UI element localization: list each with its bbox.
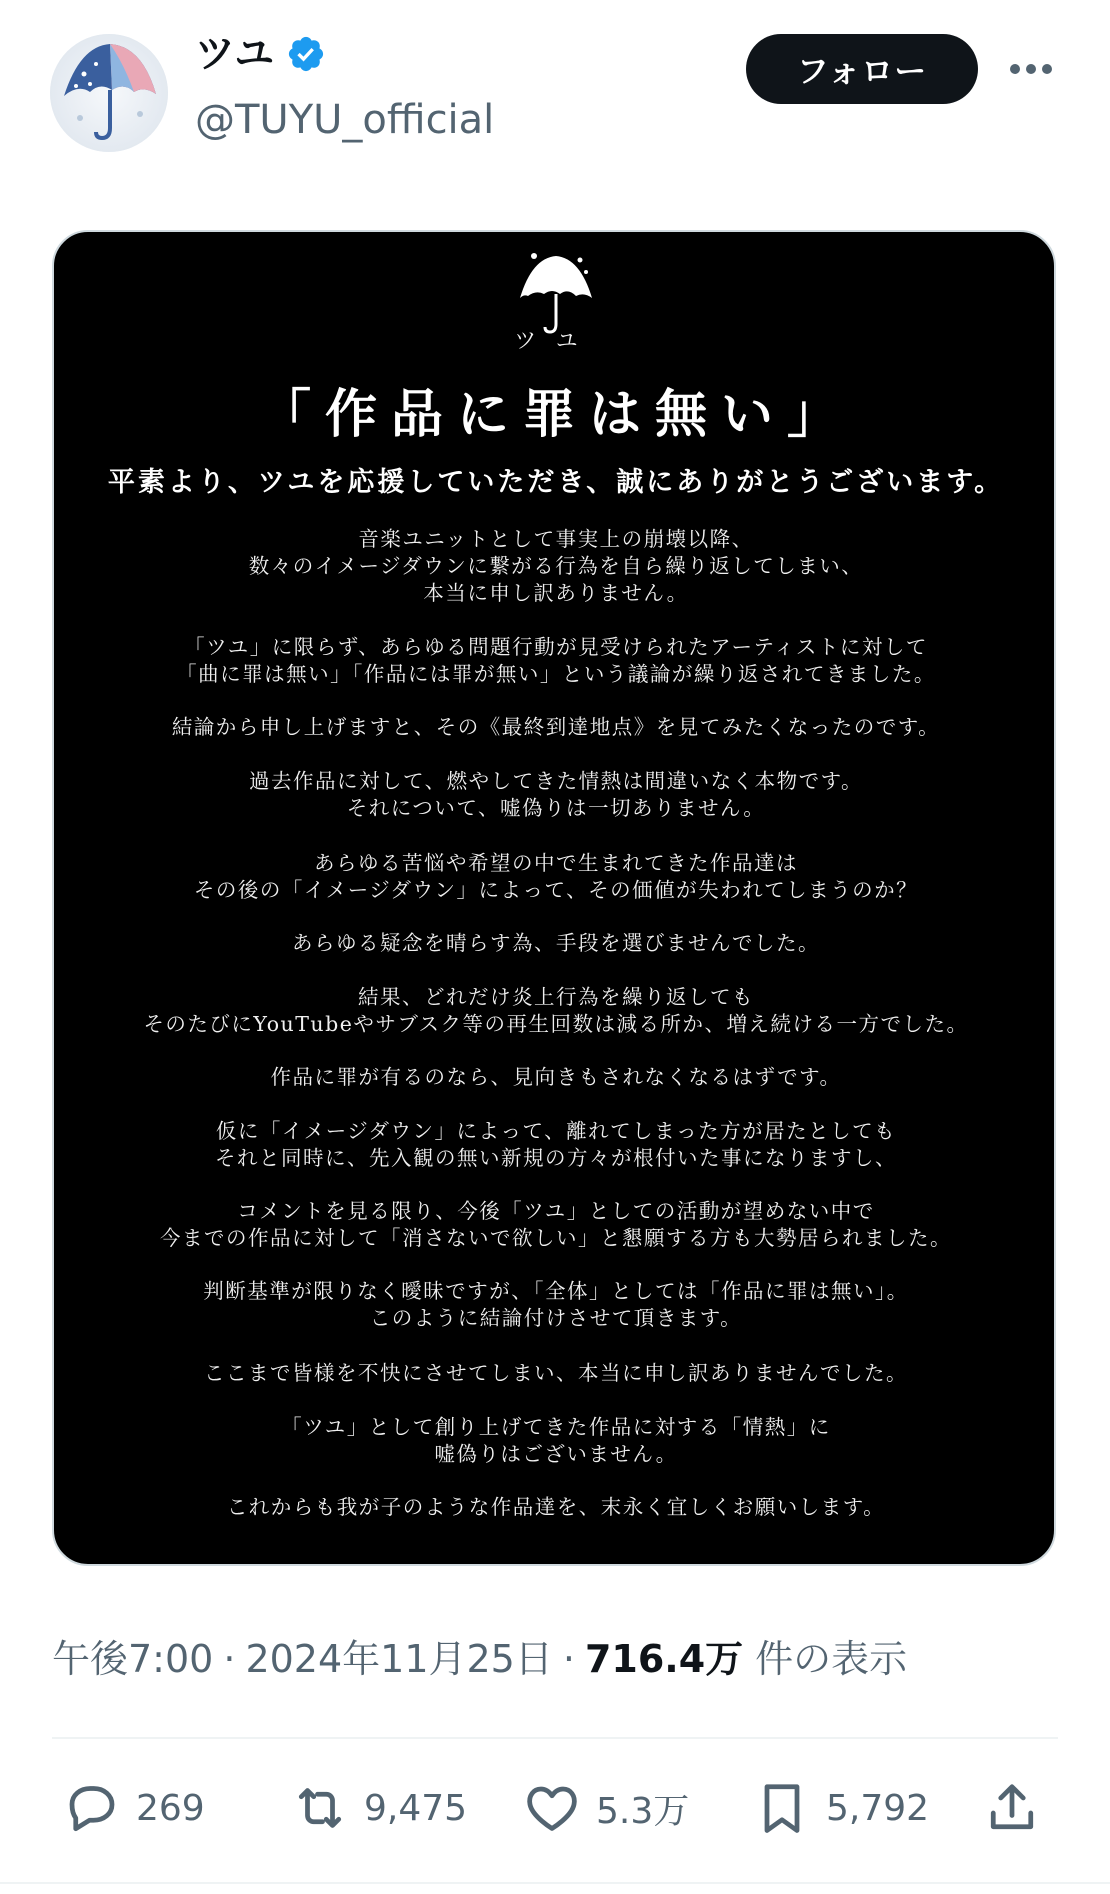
statement-line: これからも我が子のような作品達を、末永く宜しくお願いします。 [226,1495,886,1519]
verified-badge-icon [286,34,326,74]
display-name[interactable]: ツユ [195,31,275,77]
divider [52,1737,1058,1739]
umbrella-avatar-icon [50,34,168,152]
follow-button[interactable]: フォロー [746,34,978,104]
action-bar [0,1768,1110,1848]
tweet-time[interactable]: 午後7:00 [52,1637,214,1681]
statement-line: そのたびにYouTubeやサブスク等の再生回数は減る所か、増え続ける一方でした。 [143,1012,969,1036]
reply-count: 269 [136,1787,205,1829]
statement-title: 「作品に罪は無い」 [258,384,853,445]
statement-line: 結論から申し上げますと、その《最終到達地点》を見てみたくなったのです。 [171,715,941,739]
statement-paragraph [54,714,1056,741]
statement-paragraph [54,634,1056,688]
statement-line: 「曲に罪は無い」「作品には罪が無い」という議論が繰り返されてきました。 [176,662,936,686]
statement-line: あらゆる疑念を晴らす為、手段を選びませんでした。 [292,931,820,955]
statement-line: 今までの作品に対して「消さないで欲しい」と懇願する方も大勢居られました。 [160,1226,952,1250]
logo-text: ツユ [514,329,598,354]
statement-line: 嘘偽りはございません。 [434,1442,678,1466]
statement-paragraph [54,1198,1056,1252]
statement-line: 音楽ユニットとして事実上の崩壊以降、 [358,527,754,551]
share-button[interactable] [982,1768,1042,1848]
more-dots-icon [1008,62,1054,76]
repost-count: 9,475 [364,1787,468,1829]
statement-greeting: 平素より、ツユを応援していただき、誠にありがとうございます。 [107,467,1005,498]
statement-paragraph [54,1360,1056,1387]
view-count[interactable]: 716.4万 [584,1637,744,1681]
bookmark-icon [752,1778,812,1838]
statement-line: それについて、嘘偽りは一切ありません。 [346,796,766,820]
repost-button[interactable] [290,1768,467,1848]
divider [0,1882,1110,1884]
share-icon [982,1778,1042,1838]
statement-line: 判断基準が限りなく曖昧ですが、「全体」としては「作品に罪は無い」。 [203,1279,909,1303]
meta-separator: · [562,1637,575,1681]
avatar[interactable] [50,34,168,152]
tweet-date[interactable]: 2024年11月25日 [245,1637,553,1681]
user-handle[interactable]: @TUYU_official [195,97,495,143]
statement-line: ここまで皆様を不快にさせてしまい、本当に申し訳ありませんでした。 [204,1361,908,1385]
bookmark-count: 5,792 [826,1787,930,1829]
statement-paragraph [54,984,1056,1038]
statement-paragraph [54,1064,1056,1091]
name-row [195,31,326,77]
repost-icon [290,1778,350,1838]
statement-paragraph [54,1278,1056,1332]
statement-line: 作品に罪が有るのなら、見向きもされなくなるはずです。 [270,1065,842,1089]
statement-line: それと同時に、先入観の無い新規の方々が根付いた事になりますし、 [215,1146,897,1170]
reply-icon [62,1778,122,1838]
statement-line: あらゆる苦悩や希望の中で生まれてきた作品達は [314,851,798,875]
like-button[interactable] [522,1768,689,1848]
statement-paragraph [54,526,1056,607]
more-options-button[interactable] [1004,44,1058,94]
statement-paragraph [54,1118,1056,1172]
statement-paragraph [54,768,1056,822]
statement-paragraph [54,930,1056,957]
heart-icon [522,1778,582,1838]
statement-line: 仮に「イメージダウン」によって、離れてしまった方が居たとしても [215,1119,897,1143]
statement-paragraph [54,1494,1056,1521]
statement-line: 結果、どれだけ炎上行為を繰り返しても [358,985,754,1009]
view-label: 件の表示 [755,1637,908,1681]
statement-line: 「ツユ」に限らず、あらゆる問題行動が見受けられたアーティストに対して [184,635,928,659]
statement-line: このように結論付けさせて頂きます。 [369,1306,743,1330]
tweet-header [0,0,1110,180]
meta-separator: · [223,1637,236,1681]
statement-line: 過去作品に対して、燃やしてきた情熱は間違いなく本物です。 [249,769,863,793]
tweet-media-image[interactable] [52,230,1056,1566]
bookmark-button[interactable] [752,1768,929,1848]
statement-paragraph [54,1414,1056,1468]
tweet-meta [52,1628,907,1683]
statement-line: 「ツユ」として創り上げてきた作品に対する「情熱」に [281,1415,831,1439]
statement-line: 数々のイメージダウンに繋がる行為を自ら繰り返してしまい、 [248,554,864,578]
statement-line: その後の「イメージダウン」によって、その価値が失われてしまうのか？ [193,878,919,902]
like-count: 5.3万 [596,1790,690,1832]
statement-paragraph [54,850,1056,904]
reply-button[interactable] [62,1768,205,1848]
statement-line: 本当に申し訳ありません。 [423,581,689,605]
statement-line: コメントを見る限り、今後「ツユ」としての活動が望めない中で [237,1199,875,1223]
